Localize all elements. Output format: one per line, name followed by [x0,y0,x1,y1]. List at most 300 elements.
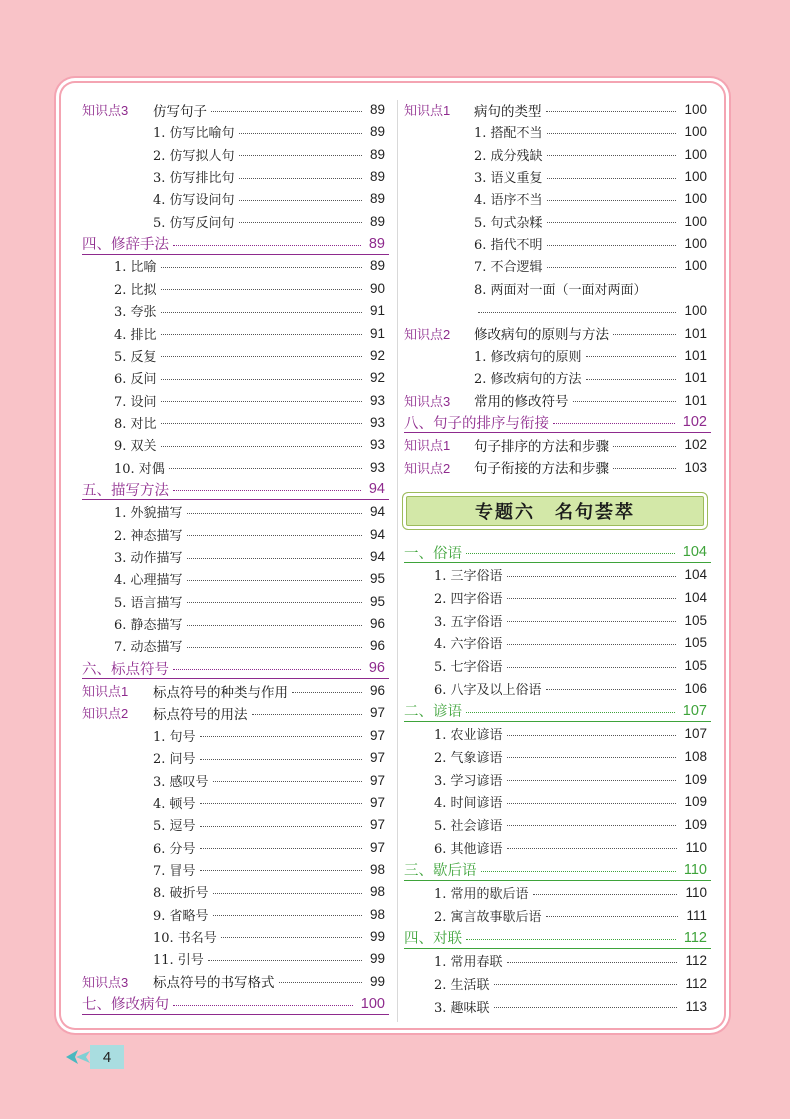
dot-leader [221,937,362,938]
toc-entry [82,970,385,992]
knowledge-point-label: 知识点2 [404,326,451,342]
toc-entry [434,655,707,677]
page-number-ref: 93 [369,437,385,453]
toc-entry [474,233,707,255]
page-number-ref: 109 [684,794,707,810]
page-number-ref: 91 [369,325,385,341]
toc-entry [434,609,707,631]
toc-entry [82,702,385,724]
page-number-ref: 97 [369,750,385,766]
page-number-ref: 99 [369,928,385,944]
toc-entry [474,367,707,389]
dot-leader [507,644,677,645]
page-number-ref: 97 [369,705,385,721]
entry-title: 10. 书名号 [153,930,217,946]
dot-leader [292,692,362,693]
page-number-ref: 100 [360,995,385,1012]
page-number-ref: 98 [369,861,385,877]
section-heading: 六、标点符号 [82,661,169,678]
toc-entry [153,166,385,188]
page-number-ref: 100 [684,102,707,117]
toc-entry [434,836,707,858]
toc-entry [153,791,385,813]
knowledge-point-label: 知识点3 [404,393,451,409]
dot-leader [613,446,676,447]
page-number-ref: 104 [682,544,707,560]
toc-entry [474,255,707,277]
page-number-ref: 92 [369,347,385,363]
toc-entry [474,344,707,366]
toc-entry [114,277,385,299]
dot-leader [586,379,677,380]
toc-entry [82,99,385,121]
arrow-icon [66,1048,92,1066]
knowledge-point-title: 句子排序的方法和步骤 [474,438,609,454]
page-number-ref: 109 [684,816,707,832]
toc-entry [82,993,385,1015]
entry-title: 2. 四字俗语 [434,591,503,607]
page-number-ref: 95 [369,571,385,587]
page-number-ref: 89 [369,124,385,140]
toc-entry [114,501,385,523]
toc-entry [404,456,707,478]
toc-entry [474,121,707,143]
knowledge-point-label: 知识点2 [82,706,129,722]
dot-leader [507,780,677,781]
page-number-ref: 89 [369,169,385,185]
toc-entry [434,882,707,904]
entry-title: 6. 指代不明 [474,238,543,254]
dot-leader [466,712,675,713]
dot-leader [187,513,362,514]
page-number-ref: 100 [684,236,707,252]
page-number-ref: 99 [369,973,385,989]
knowledge-point-title: 修改病句的原则与方法 [474,327,609,342]
dot-leader [507,825,677,826]
page-number-ref: 94 [369,549,385,564]
page-number-ref: 101 [684,392,707,408]
page-number-ref: 102 [684,437,707,453]
toc-entry [474,166,707,188]
dot-leader [546,689,677,690]
toc-entry [114,523,385,545]
entry-title: 5. 语言描写 [114,595,183,611]
toc-entry [404,700,707,722]
section-heading: 四、对联 [404,931,462,948]
toc-entry [114,434,385,456]
entry-title: 1. 仿写比喻句 [153,126,235,142]
entry-title: 1. 搭配不当 [474,126,543,142]
toc-entry [434,972,707,994]
dot-leader [200,759,362,760]
dot-leader [239,222,362,223]
page-number-ref: 108 [684,748,707,764]
page-number-ref: 96 [369,616,385,632]
toc-entry [153,858,385,880]
entry-title: 7. 不合逻辑 [474,260,543,276]
entry-title: 3. 趣味联 [434,1000,490,1016]
dot-leader [547,267,677,268]
dot-leader [213,781,362,782]
dot-leader [173,1005,353,1006]
toc-entry [82,233,385,255]
dot-leader [208,960,362,961]
entry-title: 3. 仿写排比句 [153,171,235,187]
dot-leader [547,222,677,223]
page-number-ref: 110 [685,885,707,900]
page-number-ref: 95 [369,593,385,609]
entry-title: 1. 比喻 [114,260,157,276]
dot-leader [239,155,362,156]
dot-leader [187,535,362,536]
toc-entry [153,210,385,232]
dot-leader [173,490,361,491]
topic-banner [402,492,708,530]
entry-title: 3. 语义重复 [474,171,543,187]
toc-entry [434,723,707,745]
dot-leader [494,1007,678,1008]
toc-entry [114,322,385,344]
column-divider [397,100,398,1022]
toc-entry [153,121,385,143]
page-number-ref: 105 [684,658,707,673]
page-number-ref: 100 [684,124,707,140]
page-number-ref: 97 [369,817,385,833]
dot-leader [161,267,362,268]
entry-title: 7. 动态描写 [114,640,183,656]
dot-leader [507,962,678,963]
dot-leader [586,356,677,357]
dot-leader [239,133,362,134]
page-number-ref: 89 [369,258,385,274]
entry-title: 2. 问号 [153,752,196,768]
knowledge-point-label: 知识点1 [404,103,451,118]
toc-entry [434,564,707,586]
page-number-ref: 111 [686,907,707,923]
dot-leader [507,667,677,668]
dot-leader [173,245,361,246]
page-number-ref: 101 [684,370,707,386]
dot-leader [546,916,679,917]
page-number-ref: 106 [684,680,707,696]
toc-entry [474,143,707,165]
toc-entry [114,411,385,433]
entry-title: 3. 夸张 [114,305,157,321]
entry-title: 4. 排比 [114,327,157,343]
toc-entry [153,948,385,970]
toc-entry [404,541,707,563]
knowledge-point-label: 知识点2 [404,460,451,476]
page-number-ref: 105 [684,612,707,628]
entry-title: 8. 破折号 [153,886,209,902]
entry-title: 2. 仿写拟人句 [153,148,235,164]
section-heading: 四、修辞手法 [82,237,169,254]
section-heading: 二、谚语 [404,704,462,721]
dot-leader [507,803,677,804]
toc-entry [434,745,707,767]
page-number-ref: 104 [684,567,707,583]
entry-title: 5. 社会谚语 [434,818,503,834]
page-number-ref: 89 [369,102,385,117]
dot-leader [200,870,362,871]
entry-title: 6. 分号 [153,841,196,857]
toc-entry [114,389,385,411]
toc-entry [153,143,385,165]
dot-leader [547,133,677,134]
toc-entry [82,478,385,500]
toc-entry [404,389,707,411]
dot-leader [200,826,362,827]
toc-entry [434,791,707,813]
entry-title: 6. 其他谚语 [434,841,503,857]
entry-title: 2. 成分残缺 [474,148,543,164]
page-number-ref: 100 [684,258,707,274]
entry-title: 4. 顿号 [153,796,196,812]
dot-leader [239,178,362,179]
page-number-ref: 103 [684,459,707,475]
knowledge-point-title: 仿写句子 [153,103,207,119]
toc-entry [114,635,385,657]
page-number-ref: 101 [684,347,707,363]
page-number: 4 [102,1048,112,1066]
toc-entry [114,344,385,366]
entry-title: 7. 设问 [114,394,157,410]
page-number-ref: 98 [369,884,385,900]
entry-title: 4. 六字俗语 [434,637,503,653]
entry-title: 8. 两面对一面（一面对两面） [474,282,647,298]
dot-leader [547,178,677,179]
dot-leader [187,558,362,559]
toc-entry [114,546,385,568]
section-heading: 七、修改病句 [82,997,169,1013]
dot-leader [187,602,362,603]
entry-title: 10. 对偶 [114,461,165,477]
dot-leader [200,803,362,804]
toc-entry [114,255,385,277]
toc-entry [153,881,385,903]
entry-title: 9. 省略号 [153,908,209,924]
entry-title: 7. 冒号 [153,863,196,879]
toc-entry-continued [474,300,707,322]
dot-leader [161,334,362,335]
page-number-ref: 112 [683,929,707,946]
entry-title: 3. 感叹号 [153,774,209,790]
dot-leader [507,757,677,758]
toc-entry [153,814,385,836]
dot-leader [173,669,361,670]
page-number-ref: 96 [369,683,385,699]
toc-entry [474,277,707,299]
toc-entry [404,411,707,433]
entry-title: 1. 农业谚语 [434,728,503,744]
page-number-ref: 98 [369,906,385,922]
toc-entry [474,210,707,232]
dot-leader [161,446,362,447]
dot-leader [507,598,677,599]
toc-entry [404,322,707,344]
page-number-ref: 109 [684,771,707,787]
toc-entry [114,456,385,478]
page-number-ref: 94 [368,481,385,498]
knowledge-point-label: 知识点1 [82,684,129,700]
toc-entry [114,568,385,590]
toc-entry [434,813,707,835]
dot-leader [494,984,678,985]
dot-leader [507,735,677,736]
entry-title: 6. 反问 [114,372,157,388]
page-number-ref: 100 [684,213,707,229]
dot-leader [279,982,362,983]
entry-title: 1. 三字俗语 [434,569,503,585]
toc-entry [114,300,385,322]
dot-leader [187,625,362,626]
toc-entry [404,859,707,881]
page-number-ref: 113 [685,998,707,1014]
toc-entry [153,724,385,746]
dot-leader [161,289,362,290]
dot-leader [213,893,362,894]
section-heading: 一、俗语 [404,545,462,562]
entry-title: 2. 比拟 [114,282,157,298]
page-number-ref: 89 [368,235,385,252]
entry-title: 8. 对比 [114,416,157,432]
toc-entry [474,188,707,210]
page-number-ref: 97 [369,794,385,810]
page-number-ref: 110 [683,861,707,878]
dot-leader [478,312,676,313]
dot-leader [187,580,362,581]
knowledge-point-title: 标点符号的书写格式 [153,975,275,991]
page-number-ref: 92 [369,370,385,386]
page-number-ref: 100 [684,146,707,162]
page-number-ref: 112 [685,953,707,969]
dot-leader [213,915,362,916]
page-number-badge [90,1045,124,1069]
dot-leader [546,111,677,112]
entry-title: 6. 静态描写 [114,618,183,634]
toc-entry [404,434,707,456]
toc-entry [434,677,707,699]
dot-leader [200,736,362,737]
toc-entry [404,99,707,121]
entry-title: 4. 语序不当 [474,193,543,209]
entry-title: 1. 常用春联 [434,955,503,971]
dot-leader [547,155,677,156]
dot-leader [547,245,677,246]
entry-title: 1. 外貌描写 [114,506,183,522]
page-number-ref: 100 [684,303,707,319]
toc-entry [82,680,385,702]
entry-title: 5. 句式杂糅 [474,215,543,231]
toc-entry [82,657,385,679]
entry-title: 4. 时间谚语 [434,796,503,812]
page-number-ref: 94 [369,526,385,542]
entry-title: 5. 逗号 [153,819,196,835]
entry-title: 3. 学习谚语 [434,773,503,789]
dot-leader [161,312,362,313]
toc-entry [434,950,707,972]
entry-title: 6. 八字及以上俗语 [434,682,542,698]
page-number-ref: 100 [684,191,707,207]
dot-leader [613,334,676,335]
page-number-ref: 96 [368,660,385,677]
entry-title: 2. 气象谚语 [434,750,503,766]
toc-entry [114,367,385,389]
dot-leader [573,401,677,402]
entry-title: 2. 神态描写 [114,528,183,544]
entry-title: 3. 动作描写 [114,551,183,566]
page-number-ref: 90 [369,280,385,296]
dot-leader [481,871,676,872]
section-heading: 三、歇后语 [404,863,477,880]
page-number-ref: 89 [369,146,385,162]
topic-title: 专题六 名句荟萃 [475,502,635,523]
knowledge-point-title: 常用的修改符号 [474,394,569,410]
toc-entry [404,927,707,949]
page-number-ref: 105 [684,635,707,651]
page-number-ref: 100 [684,169,707,185]
toc-entry [153,188,385,210]
entry-title: 5. 七字俗语 [434,660,503,675]
page-number-ref: 93 [369,392,385,408]
entry-title: 5. 仿写反问句 [153,215,235,231]
knowledge-point-title: 病句的类型 [474,103,542,119]
entry-title: 4. 心理描写 [114,573,183,589]
page-number-ref: 102 [682,414,707,431]
page-number-ref: 107 [684,726,707,742]
dot-leader [507,848,678,849]
dot-leader [161,379,362,380]
toc-entry [434,768,707,790]
toc-entry [434,995,707,1017]
dot-leader [161,401,362,402]
page-number-ref: 93 [369,459,385,475]
knowledge-point-label: 知识点3 [82,974,129,990]
section-heading: 八、句子的排序与衔接 [404,415,549,432]
entry-title: 4. 仿写设问句 [153,193,235,209]
dot-leader [507,621,677,622]
dot-leader [200,848,362,849]
dot-leader [553,423,675,424]
page-number-ref: 110 [685,839,707,855]
entry-title: 1. 句号 [153,729,196,745]
page-number-ref: 99 [369,951,385,967]
entry-title: 1. 修改病句的原则 [474,349,582,365]
toc-entry [153,903,385,925]
page-number-ref: 97 [369,727,385,743]
knowledge-point-label: 知识点1 [404,438,451,454]
dot-leader [252,714,362,715]
dot-leader [211,111,362,112]
entry-title: 1. 常用的歇后语 [434,887,529,902]
dot-leader [507,576,677,577]
toc-entry [434,904,707,926]
toc-entry [434,632,707,654]
entry-title: 2. 寓言故事歇后语 [434,909,542,925]
page-number-ref: 104 [684,589,707,605]
page-number-ref: 94 [369,504,385,520]
page-number-ref: 97 [369,839,385,855]
entry-title: 5. 反复 [114,349,157,365]
page-number-ref: 97 [369,772,385,788]
toc-entry [114,590,385,612]
entry-title: 9. 双关 [114,439,157,455]
toc-entry [153,747,385,769]
dot-leader [169,468,362,469]
knowledge-point-title: 句子衔接的方法和步骤 [474,461,609,477]
entry-title: 2. 修改病句的方法 [474,372,582,388]
dot-leader [466,939,676,940]
